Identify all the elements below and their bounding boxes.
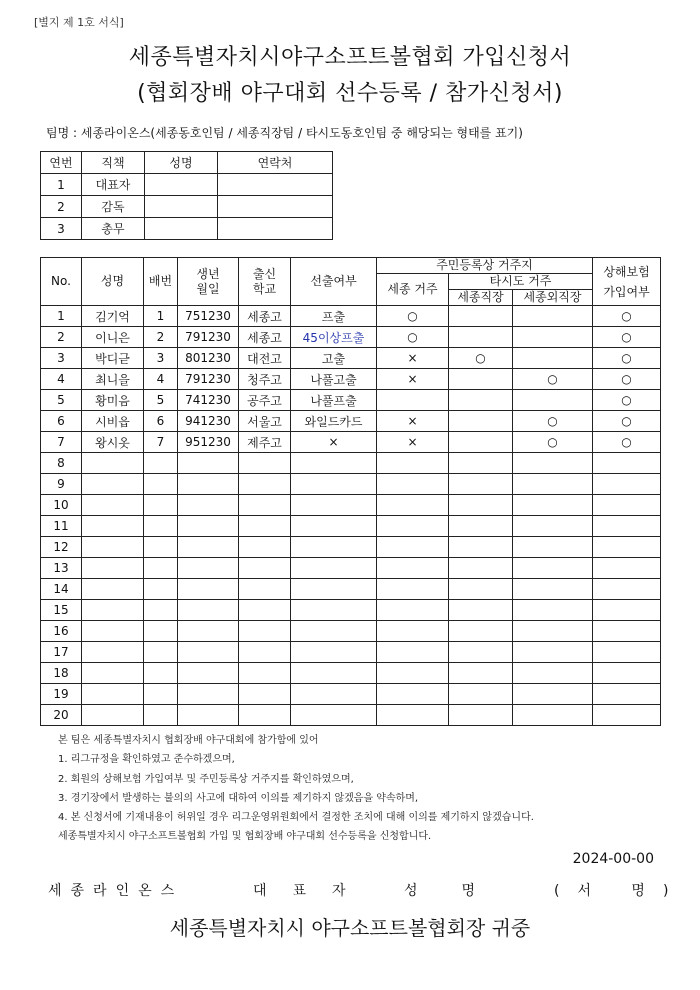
- player-selection[interactable]: [291, 600, 377, 621]
- player-insurance[interactable]: [593, 621, 661, 642]
- player-no: 10: [41, 495, 82, 516]
- player-insurance[interactable]: [593, 684, 661, 705]
- player-sejong-job[interactable]: [449, 495, 513, 516]
- player-name[interactable]: [82, 453, 144, 474]
- pledge-item-4: 4. 본 신청서에 기재내용이 허위일 경우 리그운영위원회에서 결정한 조치에 대해 이의를 제기하지 않겠습니다.: [58, 812, 534, 824]
- player-sejong-residence[interactable]: [377, 390, 449, 411]
- player-no: 14: [41, 579, 82, 600]
- player-birth[interactable]: 751230: [178, 306, 239, 327]
- player-school[interactable]: [239, 600, 291, 621]
- player-name[interactable]: 최니을: [82, 369, 144, 390]
- player-sejong-job[interactable]: [449, 327, 513, 348]
- player-sejong-residence[interactable]: [377, 642, 449, 663]
- player-insurance[interactable]: [593, 537, 661, 558]
- header-sejong-residence: 세종 거주: [377, 274, 449, 306]
- table-row: [41, 621, 661, 642]
- player-school[interactable]: 제주고: [239, 432, 291, 453]
- player-name[interactable]: [82, 705, 144, 726]
- player-sejong-job[interactable]: [449, 705, 513, 726]
- player-school[interactable]: [239, 579, 291, 600]
- player-name[interactable]: [82, 474, 144, 495]
- player-name[interactable]: 박디귿: [82, 348, 144, 369]
- table-row: [41, 348, 661, 369]
- player-birth[interactable]: [178, 474, 239, 495]
- player-insurance[interactable]: ○: [593, 411, 661, 432]
- player-insurance[interactable]: [593, 558, 661, 579]
- table-row: [41, 516, 661, 537]
- form-title: 세종특별자치시야구소프트볼협회 가입신청서: [128, 45, 572, 70]
- player-birth[interactable]: [178, 558, 239, 579]
- player-no: 17: [41, 642, 82, 663]
- player-number[interactable]: 2: [144, 327, 178, 348]
- application-date: 2024-00-00: [572, 851, 654, 867]
- player-birth[interactable]: 791230: [178, 327, 239, 348]
- player-sejong-residence[interactable]: [377, 621, 449, 642]
- staff-role: 감독: [82, 196, 145, 218]
- player-selection[interactable]: [291, 537, 377, 558]
- table-row: [41, 411, 661, 432]
- player-no: 3: [41, 348, 82, 369]
- player-sejong-job[interactable]: [449, 621, 513, 642]
- player-sejong-residence[interactable]: ×: [377, 348, 449, 369]
- player-birth[interactable]: [178, 600, 239, 621]
- table-row: [41, 369, 661, 390]
- player-selection[interactable]: [291, 621, 377, 642]
- player-sejong-job[interactable]: [449, 306, 513, 327]
- player-sejong-residence[interactable]: [377, 453, 449, 474]
- player-sejong-job[interactable]: [449, 474, 513, 495]
- player-school[interactable]: 대전고: [239, 348, 291, 369]
- player-school[interactable]: 세종고: [239, 327, 291, 348]
- player-selection[interactable]: 와일드카드: [291, 411, 377, 432]
- player-insurance[interactable]: [593, 579, 661, 600]
- player-outside-job[interactable]: [513, 327, 593, 348]
- staff-contact-cell[interactable]: [218, 174, 333, 196]
- player-insurance[interactable]: [593, 600, 661, 621]
- player-no: 5: [41, 390, 82, 411]
- table-row: [41, 474, 661, 495]
- player-outside-job[interactable]: [513, 390, 593, 411]
- player-insurance[interactable]: ○: [593, 327, 661, 348]
- signature-role: 대표자: [253, 883, 372, 899]
- player-sejong-job[interactable]: [449, 579, 513, 600]
- table-row: [41, 684, 661, 705]
- table-row: [41, 390, 661, 411]
- player-school[interactable]: [239, 516, 291, 537]
- player-number[interactable]: [144, 684, 178, 705]
- player-number[interactable]: [144, 705, 178, 726]
- team-name-line: 팀명 : 세종라이온스(세종동호인팀 / 세종직장팀 / 타시도동호인팀 중 해당되는 형태를 표기): [46, 126, 523, 140]
- player-insurance[interactable]: [593, 453, 661, 474]
- player-outside-job[interactable]: ○: [513, 411, 593, 432]
- player-insurance[interactable]: [593, 474, 661, 495]
- player-outside-job[interactable]: [513, 621, 593, 642]
- player-sejong-residence[interactable]: [377, 684, 449, 705]
- staff-row: [41, 218, 333, 240]
- player-sejong-residence[interactable]: [377, 558, 449, 579]
- player-sejong-job[interactable]: [449, 684, 513, 705]
- player-name[interactable]: [82, 516, 144, 537]
- header-outside-job: 세종외직장: [513, 290, 593, 306]
- player-name[interactable]: 황미음: [82, 390, 144, 411]
- staff-no: 1: [41, 174, 82, 196]
- staff-name-cell[interactable]: [145, 174, 218, 196]
- player-selection[interactable]: 나풀고출: [291, 369, 377, 390]
- player-outside-job[interactable]: [513, 495, 593, 516]
- signature-seal: (서 명): [554, 883, 687, 899]
- player-school[interactable]: [239, 621, 291, 642]
- player-selection[interactable]: [291, 495, 377, 516]
- player-number[interactable]: [144, 453, 178, 474]
- staff-table: [40, 151, 333, 240]
- player-name[interactable]: 시비읍: [82, 411, 144, 432]
- player-number[interactable]: [144, 579, 178, 600]
- player-selection[interactable]: [291, 684, 377, 705]
- signature-name-label: 성명: [404, 883, 520, 899]
- player-sejong-job[interactable]: [449, 600, 513, 621]
- player-outside-job[interactable]: [513, 642, 593, 663]
- player-no: 2: [41, 327, 82, 348]
- player-number[interactable]: 5: [144, 390, 178, 411]
- header-residence: 주민등록상 거주지: [377, 258, 593, 274]
- staff-contact-cell[interactable]: [218, 218, 333, 240]
- player-school[interactable]: [239, 642, 291, 663]
- player-birth[interactable]: [178, 453, 239, 474]
- player-outside-job[interactable]: [513, 306, 593, 327]
- player-outside-job[interactable]: [513, 474, 593, 495]
- header-selection: 선출여부: [291, 258, 377, 306]
- player-outside-job[interactable]: [513, 663, 593, 684]
- player-school[interactable]: [239, 537, 291, 558]
- player-sejong-job[interactable]: [449, 537, 513, 558]
- player-selection[interactable]: [291, 579, 377, 600]
- player-number[interactable]: 3: [144, 348, 178, 369]
- player-no: 20: [41, 705, 82, 726]
- player-no: 15: [41, 600, 82, 621]
- table-row: [41, 306, 661, 327]
- player-selection[interactable]: [291, 516, 377, 537]
- player-outside-job[interactable]: ○: [513, 432, 593, 453]
- player-sejong-job[interactable]: [449, 663, 513, 684]
- player-no: 11: [41, 516, 82, 537]
- staff-header-name: 성명: [145, 152, 218, 174]
- player-name[interactable]: [82, 600, 144, 621]
- player-sejong-job[interactable]: [449, 642, 513, 663]
- player-outside-job[interactable]: [513, 453, 593, 474]
- table-row: [41, 495, 661, 516]
- player-birth[interactable]: [178, 621, 239, 642]
- player-no: 7: [41, 432, 82, 453]
- player-birth[interactable]: [178, 516, 239, 537]
- player-sejong-residence[interactable]: [377, 705, 449, 726]
- player-insurance[interactable]: ○: [593, 390, 661, 411]
- player-no: 16: [41, 621, 82, 642]
- player-school[interactable]: [239, 705, 291, 726]
- player-insurance[interactable]: [593, 516, 661, 537]
- player-selection[interactable]: [291, 558, 377, 579]
- player-sejong-job[interactable]: [449, 558, 513, 579]
- player-selection[interactable]: [291, 474, 377, 495]
- player-school[interactable]: [239, 474, 291, 495]
- staff-header-contact: 연락처: [218, 152, 333, 174]
- player-no: 6: [41, 411, 82, 432]
- pledge-item-1: 1. 리그규정을 확인하였고 준수하겠으며,: [58, 754, 235, 766]
- player-no: 1: [41, 306, 82, 327]
- player-number[interactable]: 6: [144, 411, 178, 432]
- player-birth[interactable]: [178, 684, 239, 705]
- player-outside-job[interactable]: [513, 558, 593, 579]
- player-sejong-residence[interactable]: [377, 537, 449, 558]
- player-selection[interactable]: [291, 642, 377, 663]
- player-name[interactable]: [82, 642, 144, 663]
- player-sejong-residence[interactable]: ×: [377, 432, 449, 453]
- pledge-notes: [58, 731, 534, 847]
- staff-no: 2: [41, 196, 82, 218]
- player-sejong-residence[interactable]: [377, 600, 449, 621]
- staff-header-no: 연번: [41, 152, 82, 174]
- player-selection[interactable]: [291, 705, 377, 726]
- player-selection[interactable]: ×: [291, 432, 377, 453]
- player-number[interactable]: [144, 663, 178, 684]
- header-birth: 생년 월일: [178, 258, 239, 306]
- player-birth[interactable]: 951230: [178, 432, 239, 453]
- player-insurance[interactable]: [593, 642, 661, 663]
- player-name[interactable]: [82, 684, 144, 705]
- player-insurance[interactable]: ○: [593, 348, 661, 369]
- player-insurance[interactable]: [593, 663, 661, 684]
- player-sejong-residence[interactable]: [377, 579, 449, 600]
- player-sejong-residence[interactable]: ×: [377, 369, 449, 390]
- player-outside-job[interactable]: ○: [513, 369, 593, 390]
- table-row: [41, 705, 661, 726]
- player-no: 19: [41, 684, 82, 705]
- header-name: 성명: [82, 258, 144, 306]
- player-number[interactable]: [144, 600, 178, 621]
- staff-header-row: [41, 152, 333, 174]
- player-school[interactable]: 공주고: [239, 390, 291, 411]
- player-insurance[interactable]: [593, 705, 661, 726]
- header-number: 배번: [144, 258, 178, 306]
- player-selection[interactable]: 나풀프출: [291, 390, 377, 411]
- player-number[interactable]: [144, 537, 178, 558]
- player-name[interactable]: 이니은: [82, 327, 144, 348]
- player-birth[interactable]: [178, 537, 239, 558]
- player-sejong-job[interactable]: ○: [449, 348, 513, 369]
- table-row: [41, 453, 661, 474]
- player-sejong-residence[interactable]: ×: [377, 411, 449, 432]
- player-sejong-residence[interactable]: [377, 516, 449, 537]
- player-outside-job[interactable]: [513, 579, 593, 600]
- header-insurance: 상해보험 가입여부: [593, 258, 661, 306]
- player-insurance[interactable]: ○: [593, 306, 661, 327]
- player-school[interactable]: [239, 495, 291, 516]
- pledge-item-2: 2. 회원의 상해보험 가입여부 및 주민등록상 거주지를 확인하였으며,: [58, 773, 354, 785]
- player-selection[interactable]: 45이상프출: [291, 327, 377, 348]
- player-birth[interactable]: 791230: [178, 369, 239, 390]
- player-number[interactable]: [144, 642, 178, 663]
- player-school[interactable]: [239, 558, 291, 579]
- staff-name-cell[interactable]: [145, 196, 218, 218]
- player-school[interactable]: [239, 453, 291, 474]
- staff-name-cell[interactable]: [145, 218, 218, 240]
- player-number[interactable]: [144, 621, 178, 642]
- staff-contact-cell[interactable]: [218, 196, 333, 218]
- player-sejong-job[interactable]: [449, 369, 513, 390]
- players-header-row-1: [41, 258, 661, 274]
- table-row: [41, 600, 661, 621]
- table-row: [41, 579, 661, 600]
- player-sejong-job[interactable]: [449, 432, 513, 453]
- player-sejong-job[interactable]: [449, 411, 513, 432]
- staff-role: 대표자: [82, 174, 145, 196]
- player-selection[interactable]: [291, 453, 377, 474]
- staff-no: 3: [41, 218, 82, 240]
- header-other-province: 타시도 거주: [449, 274, 593, 290]
- staff-header-role: 직책: [82, 152, 145, 174]
- player-school[interactable]: 세종고: [239, 306, 291, 327]
- pledge-item-3: 3. 경기장에서 발생하는 불의의 사고에 대하여 이의를 제기하지 않겠음을 약속하며,: [58, 792, 419, 804]
- player-name[interactable]: [82, 621, 144, 642]
- player-sejong-job[interactable]: [449, 516, 513, 537]
- player-no: 9: [41, 474, 82, 495]
- staff-row: [41, 196, 333, 218]
- player-outside-job[interactable]: [513, 705, 593, 726]
- player-number[interactable]: [144, 558, 178, 579]
- player-no: 18: [41, 663, 82, 684]
- player-insurance[interactable]: [593, 495, 661, 516]
- player-sejong-residence[interactable]: [377, 474, 449, 495]
- table-row: [41, 537, 661, 558]
- player-birth[interactable]: [178, 642, 239, 663]
- player-sejong-residence[interactable]: ○: [377, 306, 449, 327]
- player-insurance[interactable]: ○: [593, 369, 661, 390]
- player-number[interactable]: 4: [144, 369, 178, 390]
- player-sejong-residence[interactable]: [377, 663, 449, 684]
- player-number[interactable]: 7: [144, 432, 178, 453]
- player-selection[interactable]: [291, 663, 377, 684]
- player-name[interactable]: [82, 663, 144, 684]
- player-school[interactable]: [239, 684, 291, 705]
- player-name[interactable]: 왕시옷: [82, 432, 144, 453]
- staff-role: 총무: [82, 218, 145, 240]
- table-row: [41, 642, 661, 663]
- player-no: 12: [41, 537, 82, 558]
- player-name[interactable]: 김기억: [82, 306, 144, 327]
- table-row: [41, 558, 661, 579]
- player-birth[interactable]: [178, 579, 239, 600]
- player-school[interactable]: 청주고: [239, 369, 291, 390]
- player-insurance[interactable]: ○: [593, 432, 661, 453]
- header-no: No.: [41, 258, 82, 306]
- header-school: 출신 학교: [239, 258, 291, 306]
- player-selection[interactable]: 고출: [291, 348, 377, 369]
- player-number[interactable]: [144, 495, 178, 516]
- pledge-intro: 본 팀은 세종특별자치시 협회장배 야구대회에 참가함에 있어: [58, 735, 319, 746]
- player-birth[interactable]: [178, 663, 239, 684]
- player-outside-job[interactable]: [513, 600, 593, 621]
- player-outside-job[interactable]: [513, 684, 593, 705]
- player-name[interactable]: [82, 495, 144, 516]
- player-outside-job[interactable]: [513, 516, 593, 537]
- table-row: [41, 663, 661, 684]
- header-sejong-job: 세종직장: [449, 290, 513, 306]
- player-name[interactable]: [82, 558, 144, 579]
- player-birth[interactable]: 741230: [178, 390, 239, 411]
- player-name[interactable]: [82, 579, 144, 600]
- player-outside-job[interactable]: [513, 348, 593, 369]
- player-no: 13: [41, 558, 82, 579]
- player-birth[interactable]: 801230: [178, 348, 239, 369]
- player-number[interactable]: 1: [144, 306, 178, 327]
- player-sejong-job[interactable]: [449, 453, 513, 474]
- player-school[interactable]: 서울고: [239, 411, 291, 432]
- table-row: [41, 432, 661, 453]
- player-number[interactable]: [144, 516, 178, 537]
- player-selection[interactable]: 프출: [291, 306, 377, 327]
- players-table: [40, 257, 661, 726]
- signature-team: 세종라인온스: [48, 883, 184, 899]
- player-sejong-residence[interactable]: [377, 495, 449, 516]
- player-school[interactable]: [239, 663, 291, 684]
- table-row: [41, 327, 661, 348]
- form-number: [별지 제 1호 서식]: [34, 16, 124, 29]
- staff-row: [41, 174, 333, 196]
- player-no: 8: [41, 453, 82, 474]
- player-no: 4: [41, 369, 82, 390]
- player-number[interactable]: [144, 474, 178, 495]
- player-sejong-residence[interactable]: ○: [377, 327, 449, 348]
- player-birth[interactable]: 941230: [178, 411, 239, 432]
- player-outside-job[interactable]: [513, 537, 593, 558]
- player-birth[interactable]: [178, 705, 239, 726]
- form-subtitle: (협회장배 야구대회 선수등록 / 참가신청서): [137, 81, 563, 106]
- player-birth[interactable]: [178, 495, 239, 516]
- addressee: 세종특별자치시 야구소프트볼협회장 귀중: [169, 916, 531, 940]
- pledge-closing: 세종특별자치시 야구소프트볼협회 가입 및 협회장배 야구대회 선수등록을 신청합니다.: [58, 831, 432, 843]
- player-sejong-job[interactable]: [449, 390, 513, 411]
- player-name[interactable]: [82, 537, 144, 558]
